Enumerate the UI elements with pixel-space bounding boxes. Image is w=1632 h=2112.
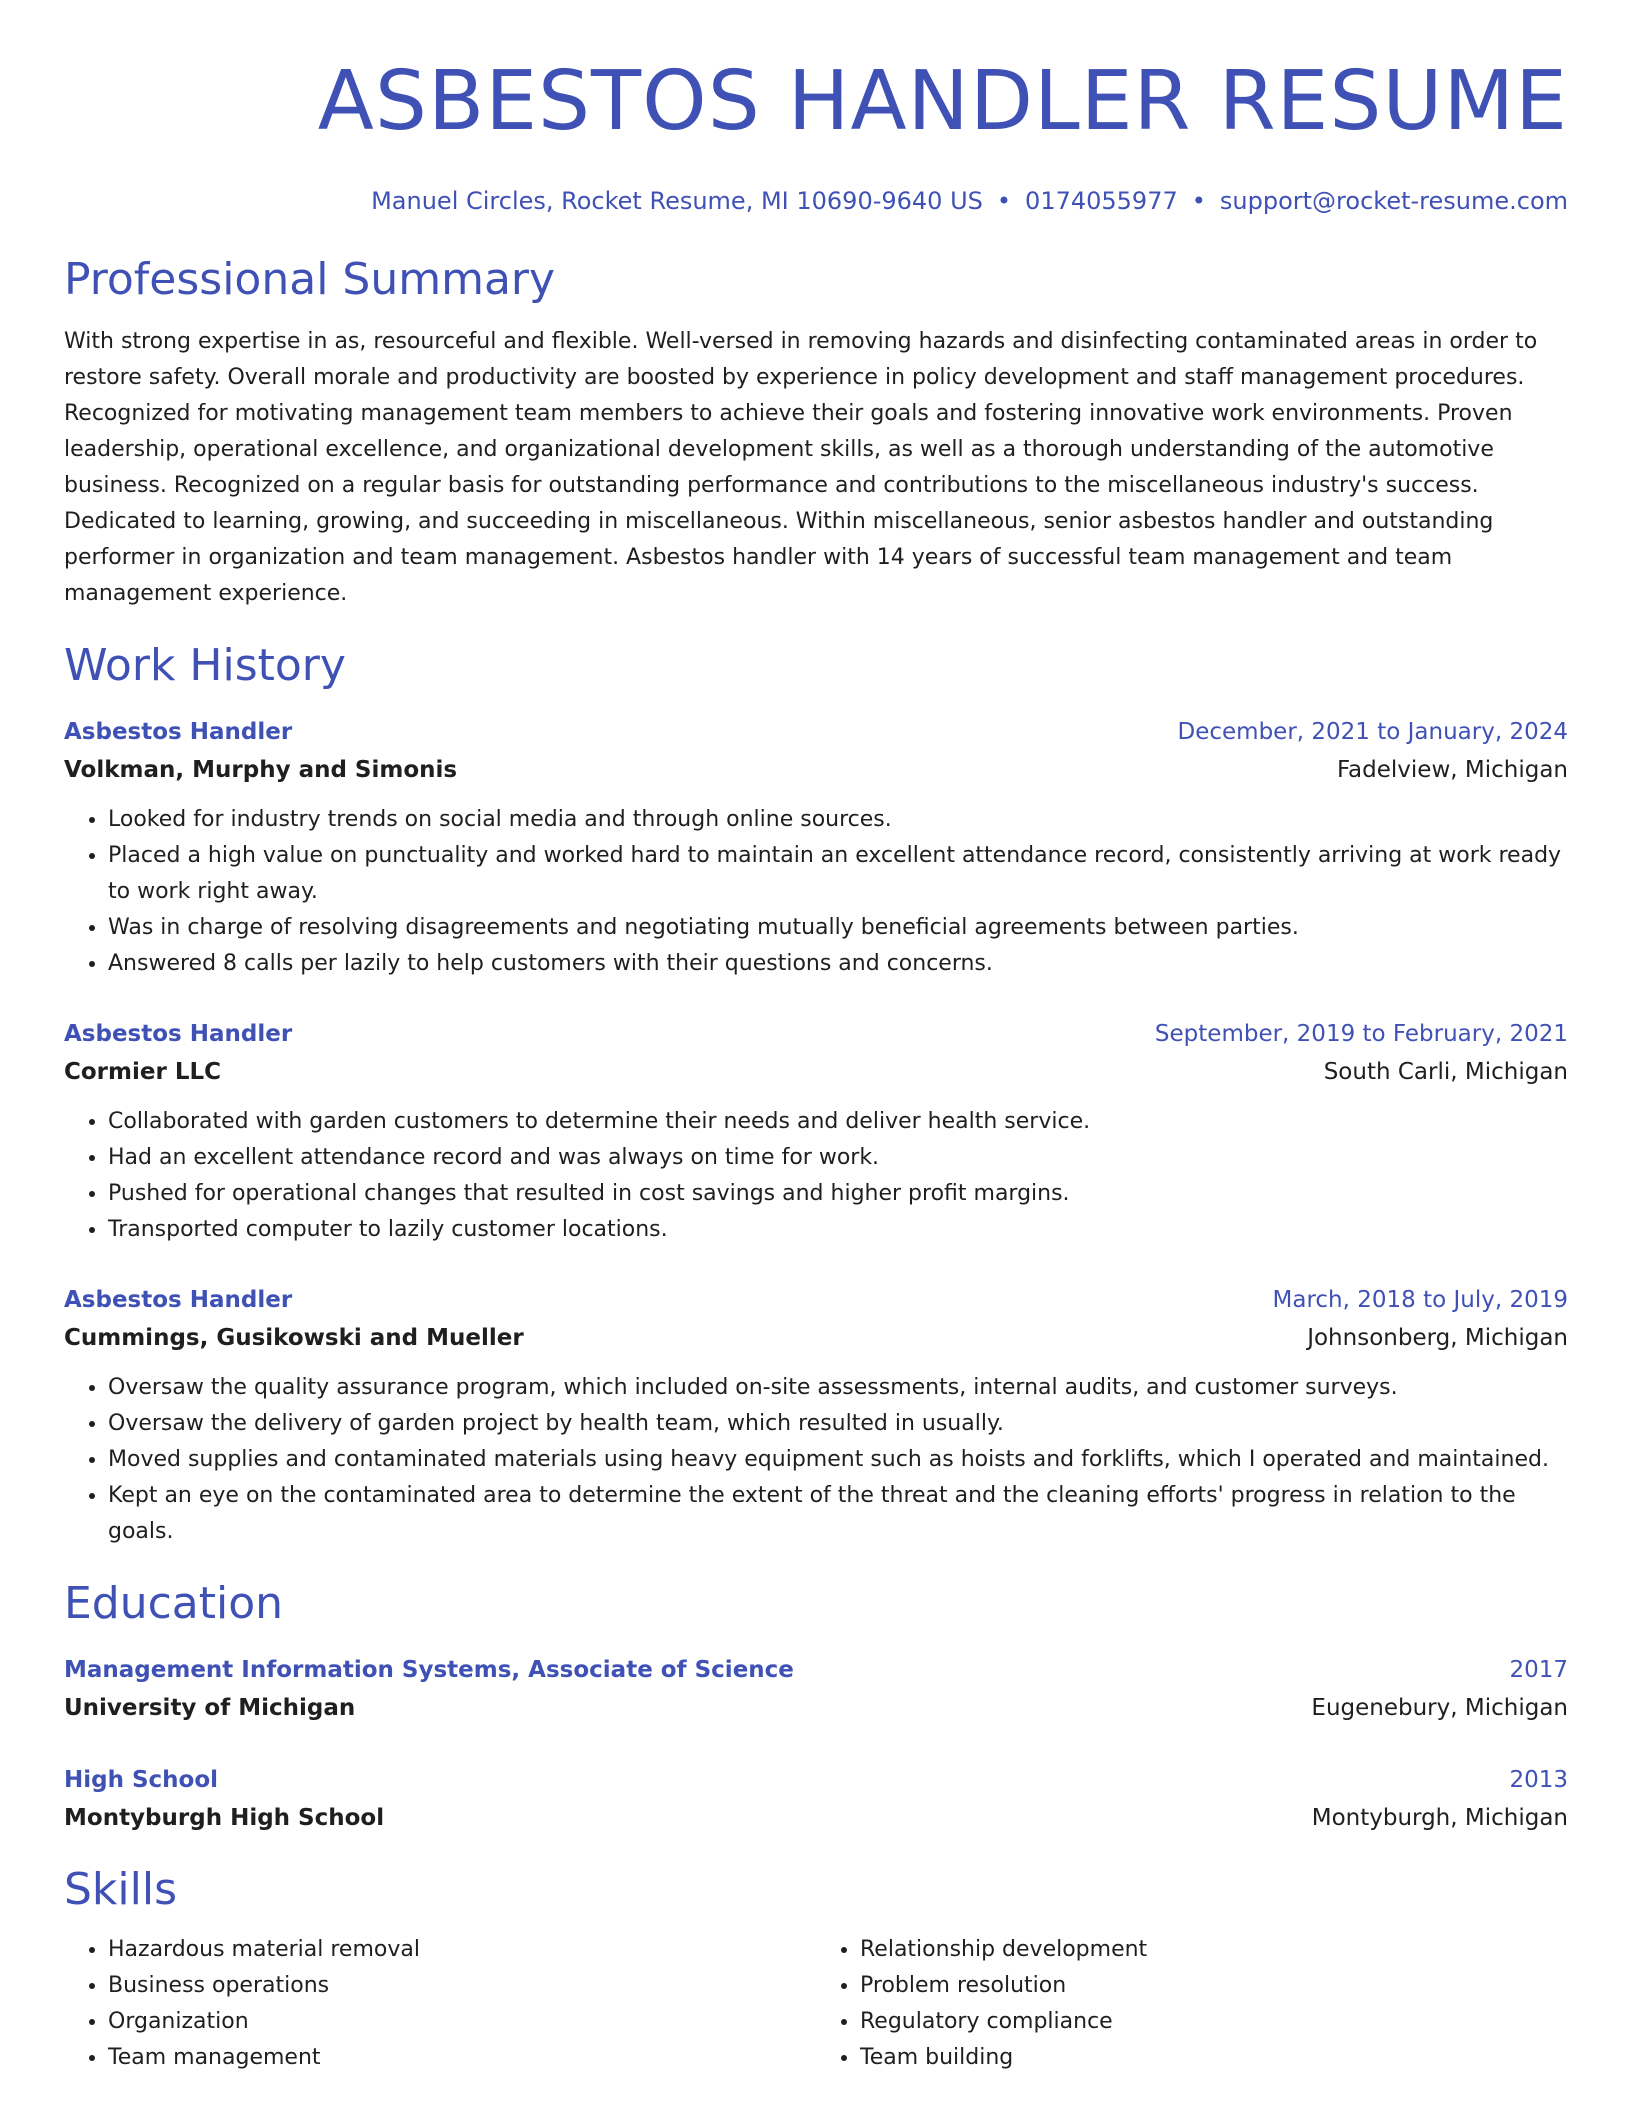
education-location: Montyburgh, Michigan (1311, 1805, 1568, 1831)
job-duty: • Transported computer to lazily customer locations. (108, 1212, 1568, 1248)
contact-separator: • (1191, 187, 1206, 215)
skill-item: • Problem resolution (860, 1968, 1568, 2004)
education-year: 2013 (1509, 1767, 1568, 1793)
education-location: Eugenebury, Michigan (1311, 1695, 1568, 1721)
contact-email[interactable]: support@rocket-resume.com (1219, 187, 1568, 215)
job-duty: • Was in charge of resolving disagreements and negotiating mutually beneficial agreements between parties. (108, 910, 1568, 946)
work-history-section (64, 638, 1568, 1550)
job-entry (64, 1016, 1568, 1248)
job-title: Asbestos Handler (64, 1021, 293, 1047)
skills-list (64, 1932, 816, 2076)
education-school: Montyburgh High School (64, 1805, 385, 1831)
skills-list (816, 1932, 1568, 2076)
skill-item: • Regulatory compliance (860, 2004, 1568, 2040)
job-duties-list (64, 802, 1568, 982)
job-location: Fadelview, Michigan (1336, 757, 1568, 783)
skill-item: • Business operations (108, 1968, 816, 2004)
job-duty: • Placed a high value on punctuality and worked hard to maintain an excellent attendance record, consistently arriving at work ready to work right away. (108, 838, 1568, 910)
job-duties-list (64, 1370, 1568, 1550)
education-entry (64, 1762, 1568, 1838)
skills-grid (64, 1932, 1568, 2076)
job-employer: Volkman, Murphy and Simonis (64, 757, 458, 783)
section-title-work-history: Work History (64, 640, 346, 691)
education-year: 2017 (1509, 1657, 1568, 1683)
job-duty: • Collaborated with garden customers to determine their needs and deliver health service. (108, 1104, 1568, 1140)
education-degree: High School (64, 1767, 219, 1793)
job-duty: • Answered 8 calls per lazily to help customers with their questions and concerns. (108, 946, 1568, 982)
job-dates: March, 2018 to July, 2019 (1272, 1287, 1568, 1313)
job-location: South Carli, Michigan (1323, 1059, 1568, 1085)
contact-separator: • (996, 187, 1012, 215)
job-location: Johnsonberg, Michigan (1307, 1325, 1568, 1351)
skill-item: • Team management (108, 2040, 816, 2076)
skill-item: • Hazardous material removal (108, 1932, 816, 1968)
section-title-skills: Skills (64, 1864, 178, 1915)
skills-section (64, 1862, 1568, 2076)
job-entry (64, 714, 1568, 982)
job-title: Asbestos Handler (64, 1287, 293, 1313)
job-duty: • Had an excellent attendance record and was always on time for work. (108, 1140, 1568, 1176)
section-title-summary: Professional Summary (64, 254, 556, 305)
contact-line (64, 184, 1568, 218)
job-duty: • Kept an eye on the contaminated area to determine the extent of the threat and the cleaning efforts' progress in relation to the goals. (108, 1478, 1568, 1550)
resume-header (64, 50, 1568, 218)
job-duty: • Pushed for operational changes that resulted in cost savings and higher profit margins. (108, 1176, 1568, 1212)
resume-title: ASBESTOS HANDLER RESUME (317, 54, 1568, 149)
job-employer: Cummings, Gusikowski and Mueller (64, 1325, 524, 1351)
skills-column-left (64, 1932, 816, 2076)
contact-phone[interactable]: 0174055977 (1025, 187, 1178, 215)
contact-address: Manuel Circles, Rocket Resume, MI 10690-9640 US (371, 187, 983, 215)
skill-item: • Organization (108, 2004, 816, 2040)
summary-text: With strong expertise in as, resourceful and flexible. Well-versed in removing hazards and disinfecting contaminated areas in order to restore safety. Overall morale and productivity are boosted by experience in policy development and staff management procedures. Recognized for motivating management team members to achieve their goals and fostering innovative work environments. Proven leadership, operational excellence, and organizational development skills, as well as a thorough understanding of the automotive business. Recognized on a regular basis for outstanding performance and contributions to the miscellaneous industry's success. Dedicated to learning, growing, and succeeding in miscellaneous. Within miscellaneous, senior asbestos handler and outstanding performer in organization and team management. Asbestos handler with 14 years of successful team management and team management experience. (64, 329, 1538, 606)
education-degree: Management Information Systems, Associate of Science (64, 1657, 794, 1683)
job-dates: September, 2019 to February, 2021 (1154, 1021, 1568, 1047)
education-section (64, 1576, 1568, 1838)
education-entry (64, 1652, 1568, 1728)
job-dates: December, 2021 to January, 2024 (1177, 719, 1568, 745)
job-employer: Cormier LLC (64, 1059, 222, 1085)
skill-item: • Team building (860, 2040, 1568, 2076)
summary-section (64, 252, 1568, 612)
job-duty: • Moved supplies and contaminated materials using heavy equipment such as hoists and forklifts, which I operated and maintained. (108, 1442, 1568, 1478)
skills-column-right (816, 1932, 1568, 2076)
job-duty: • Oversaw the quality assurance program, which included on-site assessments, internal audits, and customer surveys. (108, 1370, 1568, 1406)
job-duty: • Oversaw the delivery of garden project by health team, which resulted in usually. (108, 1406, 1568, 1442)
section-title-education: Education (64, 1578, 284, 1629)
job-duty: • Looked for industry trends on social media and through online sources. (108, 802, 1568, 838)
skill-item: • Relationship development (860, 1932, 1568, 1968)
education-school: University of Michigan (64, 1695, 356, 1721)
job-duties-list (64, 1104, 1568, 1248)
job-title: Asbestos Handler (64, 719, 293, 745)
job-entry (64, 1282, 1568, 1550)
